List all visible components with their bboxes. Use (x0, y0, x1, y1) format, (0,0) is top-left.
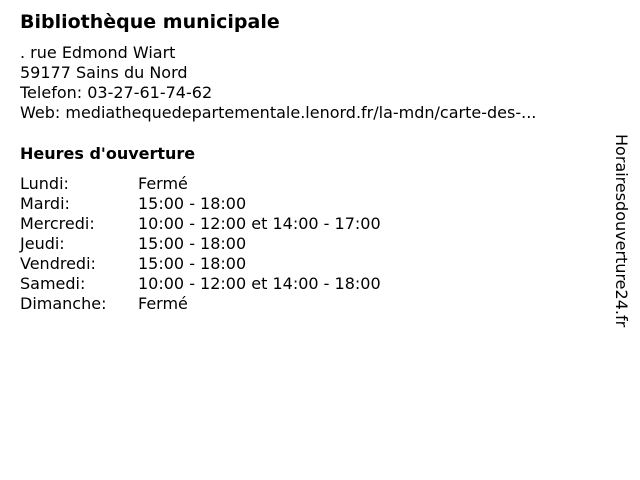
page-title: Bibliothèque municipale (20, 11, 280, 33)
day-hours: 15:00 - 18:00 (138, 194, 247, 213)
day-hours: 15:00 - 18:00 (138, 234, 247, 253)
hours-row-sunday (20, 294, 381, 314)
opening-hours-heading: Heures d'ouverture (20, 144, 196, 163)
phone-number: Telefon: 03-27-61-74-62 (20, 83, 213, 102)
postal-city: 59177 Sains du Nord (20, 63, 188, 82)
day-label: Samedi: (20, 274, 86, 293)
hours-row-monday (20, 174, 381, 194)
day-hours: 10:00 - 12:00 et 14:00 - 17:00 (138, 214, 381, 233)
day-hours: 15:00 - 18:00 (138, 254, 247, 273)
day-label: Vendredi: (20, 254, 96, 273)
website-link[interactable]: Web: mediathequedepartementale.lenord.fr/la-mdn/carte-des-... (20, 103, 537, 122)
day-label: Mercredi: (20, 214, 95, 233)
hours-row-thursday (20, 234, 381, 254)
hours-row-saturday (20, 274, 381, 294)
address-block (20, 43, 536, 123)
day-label: Dimanche: (20, 294, 107, 313)
day-label: Jeudi: (20, 234, 65, 253)
hours-row-wednesday (20, 214, 381, 234)
day-label: Mardi: (20, 194, 70, 213)
day-label: Lundi: (20, 174, 69, 193)
day-hours: Fermé (138, 294, 188, 313)
site-brand-watermark: Horairesdouverture24.fr (612, 134, 631, 328)
day-hours: 10:00 - 12:00 et 14:00 - 18:00 (138, 274, 381, 293)
hours-row-friday (20, 254, 381, 274)
day-hours: Fermé (138, 174, 188, 193)
opening-hours-table (20, 174, 381, 314)
hours-row-tuesday (20, 194, 381, 214)
street-address: . rue Edmond Wiart (20, 43, 176, 62)
